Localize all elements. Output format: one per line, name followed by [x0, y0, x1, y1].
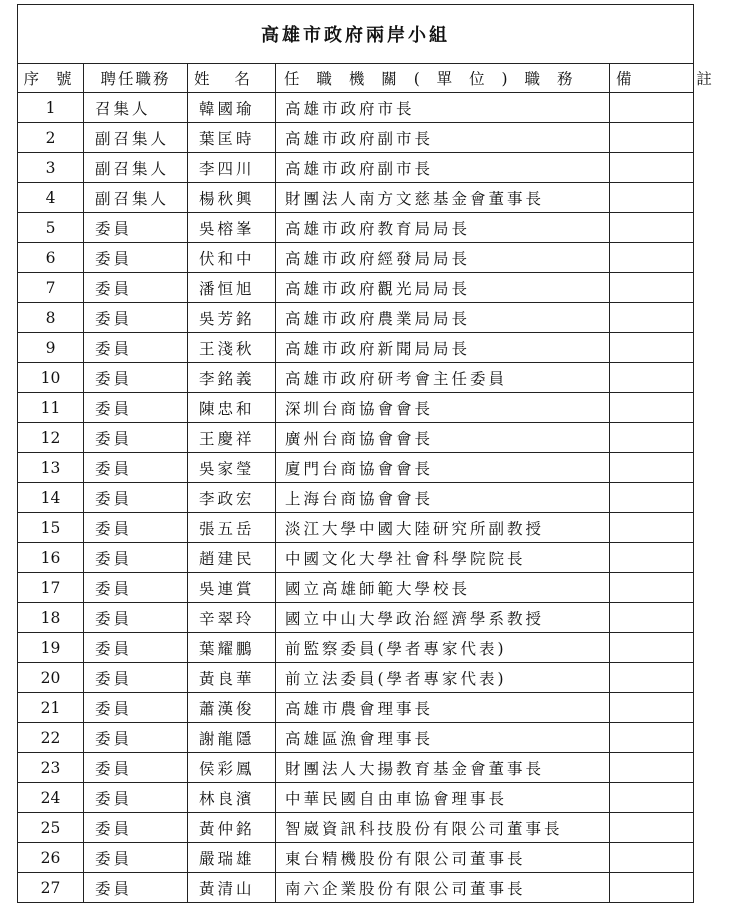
cell-role: 委員: [84, 813, 188, 843]
cell-role: 委員: [84, 483, 188, 513]
cell-no: 17: [18, 573, 84, 603]
cell-name: 王淺秋: [188, 333, 276, 363]
table-row: [18, 543, 694, 573]
cell-note: [610, 483, 694, 513]
cell-no: 19: [18, 633, 84, 663]
cell-no: 4: [18, 183, 84, 213]
table-row: [18, 123, 694, 153]
table-row: [18, 153, 694, 183]
cell-no: 15: [18, 513, 84, 543]
cell-note: [610, 693, 694, 723]
cell-no: 22: [18, 723, 84, 753]
cell-role: 委員: [84, 603, 188, 633]
cell-position: 國立中山大學政治經濟學系教授: [276, 603, 610, 633]
cell-name: 吳芳銘: [188, 303, 276, 333]
cell-role: 委員: [84, 873, 188, 903]
cell-name: 黃仲銘: [188, 813, 276, 843]
table-row: [18, 663, 694, 693]
cell-name: 潘恒旭: [188, 273, 276, 303]
cell-no: 13: [18, 453, 84, 483]
cell-role: 委員: [84, 513, 188, 543]
cell-note: [610, 573, 694, 603]
cell-note: [610, 393, 694, 423]
cell-note: [610, 813, 694, 843]
cell-role: 委員: [84, 843, 188, 873]
cell-name: 黃良華: [188, 663, 276, 693]
cell-note: [610, 183, 694, 213]
table-row: [18, 633, 694, 663]
cell-role: 委員: [84, 783, 188, 813]
header-role: 聘任職務: [84, 64, 188, 93]
cell-name: 蕭漢俊: [188, 693, 276, 723]
cell-position: 高雄市政府經發局局長: [276, 243, 610, 273]
cell-position: 高雄市政府副市長: [276, 153, 610, 183]
cell-position: 深圳台商協會會長: [276, 393, 610, 423]
cell-note: [610, 273, 694, 303]
document-title: 高雄市政府兩岸小組: [18, 5, 694, 64]
table-row: [18, 423, 694, 453]
cell-no: 14: [18, 483, 84, 513]
cell-name: 李政宏: [188, 483, 276, 513]
cell-position: 高雄市政府觀光局局長: [276, 273, 610, 303]
cell-note: [610, 663, 694, 693]
cell-position: 高雄市農會理事長: [276, 693, 610, 723]
cell-role: 委員: [84, 723, 188, 753]
cell-name: 陳忠和: [188, 393, 276, 423]
cell-no: 18: [18, 603, 84, 633]
cell-no: 3: [18, 153, 84, 183]
cell-name: 張五岳: [188, 513, 276, 543]
table-row: [18, 483, 694, 513]
cell-no: 5: [18, 213, 84, 243]
table-row: [18, 513, 694, 543]
cell-no: 7: [18, 273, 84, 303]
cell-name: 嚴瑞雄: [188, 843, 276, 873]
cell-position: 中國文化大學社會科學院院長: [276, 543, 610, 573]
cell-note: [610, 423, 694, 453]
cell-note: [610, 513, 694, 543]
cell-position: 前監察委員(學者專家代表): [276, 633, 610, 663]
header-note: 備 註: [610, 64, 694, 93]
cell-name: 葉匡時: [188, 123, 276, 153]
cell-role: 副召集人: [84, 123, 188, 153]
cell-note: [610, 783, 694, 813]
table-row: [18, 453, 694, 483]
cell-note: [610, 633, 694, 663]
cell-position: 財團法人南方文慈基金會董事長: [276, 183, 610, 213]
cell-position: 南六企業股份有限公司董事長: [276, 873, 610, 903]
table-row: [18, 183, 694, 213]
cell-position: 高雄市政府農業局局長: [276, 303, 610, 333]
cell-note: [610, 93, 694, 123]
cell-role: 召集人: [84, 93, 188, 123]
cell-note: [610, 603, 694, 633]
table-row: [18, 753, 694, 783]
cell-no: 10: [18, 363, 84, 393]
cell-role: 委員: [84, 393, 188, 423]
cell-role: 委員: [84, 573, 188, 603]
cell-position: 國立高雄師範大學校長: [276, 573, 610, 603]
cell-position: 高雄市政府新聞局局長: [276, 333, 610, 363]
cell-role: 副召集人: [84, 183, 188, 213]
cell-no: 21: [18, 693, 84, 723]
cell-position: 高雄區漁會理事長: [276, 723, 610, 753]
header-row: [18, 64, 694, 93]
cell-role: 委員: [84, 453, 188, 483]
cell-role: 委員: [84, 633, 188, 663]
cell-no: 26: [18, 843, 84, 873]
table-row: [18, 213, 694, 243]
cell-role: 委員: [84, 693, 188, 723]
table-row: [18, 93, 694, 123]
table-row: [18, 843, 694, 873]
cell-note: [610, 303, 694, 333]
header-no: 序 號: [18, 64, 84, 93]
table-row: [18, 693, 694, 723]
cell-no: 11: [18, 393, 84, 423]
cell-name: 王慶祥: [188, 423, 276, 453]
cell-name: 吳家瑩: [188, 453, 276, 483]
cell-no: 16: [18, 543, 84, 573]
cell-name: 伏和中: [188, 243, 276, 273]
table-row: [18, 333, 694, 363]
cell-name: 辛翠玲: [188, 603, 276, 633]
cell-role: 委員: [84, 663, 188, 693]
table-row: [18, 243, 694, 273]
cell-name: 趙建民: [188, 543, 276, 573]
cell-position: 高雄市政府副市長: [276, 123, 610, 153]
cell-name: 黃清山: [188, 873, 276, 903]
cell-position: 中華民國自由車協會理事長: [276, 783, 610, 813]
cell-name: 韓國瑜: [188, 93, 276, 123]
cell-role: 委員: [84, 543, 188, 573]
cell-note: [610, 873, 694, 903]
cell-no: 25: [18, 813, 84, 843]
table-row: [18, 783, 694, 813]
cell-role: 委員: [84, 423, 188, 453]
cell-position: 高雄市政府研考會主任委員: [276, 363, 610, 393]
cell-no: 12: [18, 423, 84, 453]
cell-no: 20: [18, 663, 84, 693]
cell-no: 6: [18, 243, 84, 273]
cell-note: [610, 723, 694, 753]
cell-role: 委員: [84, 213, 188, 243]
cell-name: 謝龍隱: [188, 723, 276, 753]
cell-position: 智崴資訊科技股份有限公司董事長: [276, 813, 610, 843]
table-row: [18, 813, 694, 843]
cell-role: 委員: [84, 363, 188, 393]
cell-role: 委員: [84, 753, 188, 783]
cell-no: 9: [18, 333, 84, 363]
cell-position: 淡江大學中國大陸研究所副教授: [276, 513, 610, 543]
header-name: 姓 名: [188, 64, 276, 93]
table-row: [18, 393, 694, 423]
cell-note: [610, 153, 694, 183]
cell-note: [610, 843, 694, 873]
cell-note: [610, 453, 694, 483]
cell-position: 高雄市政府市長: [276, 93, 610, 123]
table-row: [18, 873, 694, 903]
cell-name: 吳榕峯: [188, 213, 276, 243]
cell-no: 2: [18, 123, 84, 153]
cell-no: 23: [18, 753, 84, 783]
table-row: [18, 363, 694, 393]
cell-note: [610, 243, 694, 273]
cell-role: 委員: [84, 243, 188, 273]
cell-position: 上海台商協會會長: [276, 483, 610, 513]
cell-position: 財團法人大揚教育基金會董事長: [276, 753, 610, 783]
members-table: [17, 4, 742, 903]
table-row: [18, 573, 694, 603]
table-row: [18, 303, 694, 333]
cell-position: 廣州台商協會會長: [276, 423, 610, 453]
cell-name: 林良濱: [188, 783, 276, 813]
cell-name: 李四川: [188, 153, 276, 183]
table-row: [18, 603, 694, 633]
cell-note: [610, 363, 694, 393]
cell-name: 李銘義: [188, 363, 276, 393]
cell-note: [610, 333, 694, 363]
cell-note: [610, 123, 694, 153]
cell-no: 1: [18, 93, 84, 123]
table-row: [18, 273, 694, 303]
title-row: [18, 5, 694, 64]
cell-name: 侯彩鳳: [188, 753, 276, 783]
cell-name: 葉耀鵬: [188, 633, 276, 663]
cell-name: 楊秋興: [188, 183, 276, 213]
cell-position: 高雄市政府教育局局長: [276, 213, 610, 243]
cell-no: 24: [18, 783, 84, 813]
cell-role: 委員: [84, 333, 188, 363]
cell-no: 8: [18, 303, 84, 333]
header-position: 任 職 機 關 ( 單 位 ) 職 務: [276, 64, 610, 93]
cell-position: 東台精機股份有限公司董事長: [276, 843, 610, 873]
cell-role: 委員: [84, 303, 188, 333]
cell-note: [610, 543, 694, 573]
cell-name: 吳連賞: [188, 573, 276, 603]
cell-note: [610, 213, 694, 243]
cell-role: 副召集人: [84, 153, 188, 183]
cell-no: 27: [18, 873, 84, 903]
cell-position: 前立法委員(學者專家代表): [276, 663, 610, 693]
table-row: [18, 723, 694, 753]
cell-role: 委員: [84, 273, 188, 303]
cell-note: [610, 753, 694, 783]
cell-position: 廈門台商協會會長: [276, 453, 610, 483]
